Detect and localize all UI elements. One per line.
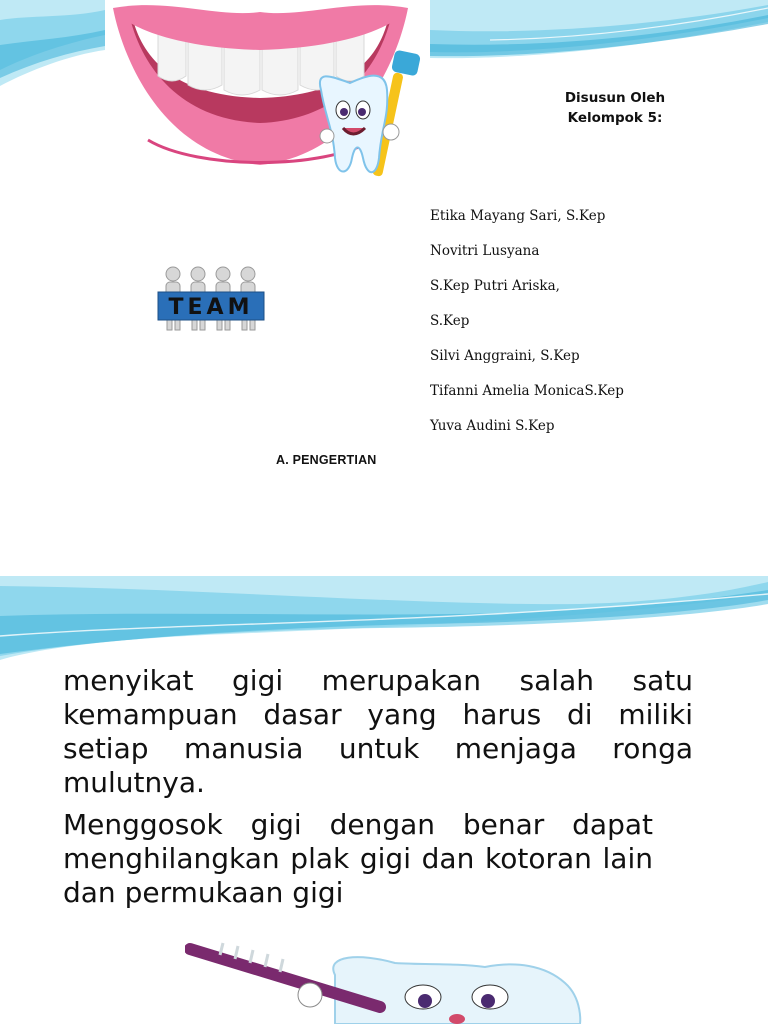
paragraph-menggosok-gigi: Menggosok gigi dengan benar dapat menghilangkan plak gigi dan kotoran lain dan permukaan gigi bbox=[63, 808, 653, 909]
member-item: Yuva Audini S.Kep bbox=[430, 418, 555, 434]
member-item: S.Kep bbox=[430, 313, 470, 329]
wave-decoration-header bbox=[0, 576, 768, 666]
wave-decoration-top-left bbox=[0, 0, 110, 90]
member-item: Tifanni Amelia MonicaS.Kep bbox=[430, 383, 624, 399]
toothbrush-tooth-illustration bbox=[185, 935, 685, 1024]
member-item: Novitri Lusyana bbox=[430, 243, 540, 259]
credit-heading-line1: Disusun Oleh bbox=[564, 90, 666, 106]
credit-heading bbox=[540, 88, 690, 128]
member-item: Silvi Anggraini, S.Kep bbox=[430, 348, 580, 364]
paragraph-menyikat-gigi: menyikat gigi merupakan salah satu kemampuan dasar yang harus di miliki setiap manusia untuk menjaga ronga mulutnya. bbox=[63, 664, 693, 799]
member-list bbox=[430, 206, 624, 451]
slide-divider bbox=[0, 560, 768, 576]
section-heading: A. PENGERTIAN bbox=[276, 453, 377, 467]
team-logo-image bbox=[156, 264, 266, 334]
member-item: Etika Mayang Sari, S.Kep bbox=[430, 208, 606, 224]
member-item: S.Kep Putri Ariska, bbox=[430, 278, 560, 294]
team-logo-text: TEAM bbox=[168, 295, 254, 320]
wave-decoration-top-right bbox=[430, 0, 768, 70]
tooth-mascot-with-toothbrush bbox=[305, 48, 430, 183]
credit-heading-line2: Kelompok 5: bbox=[567, 110, 663, 126]
